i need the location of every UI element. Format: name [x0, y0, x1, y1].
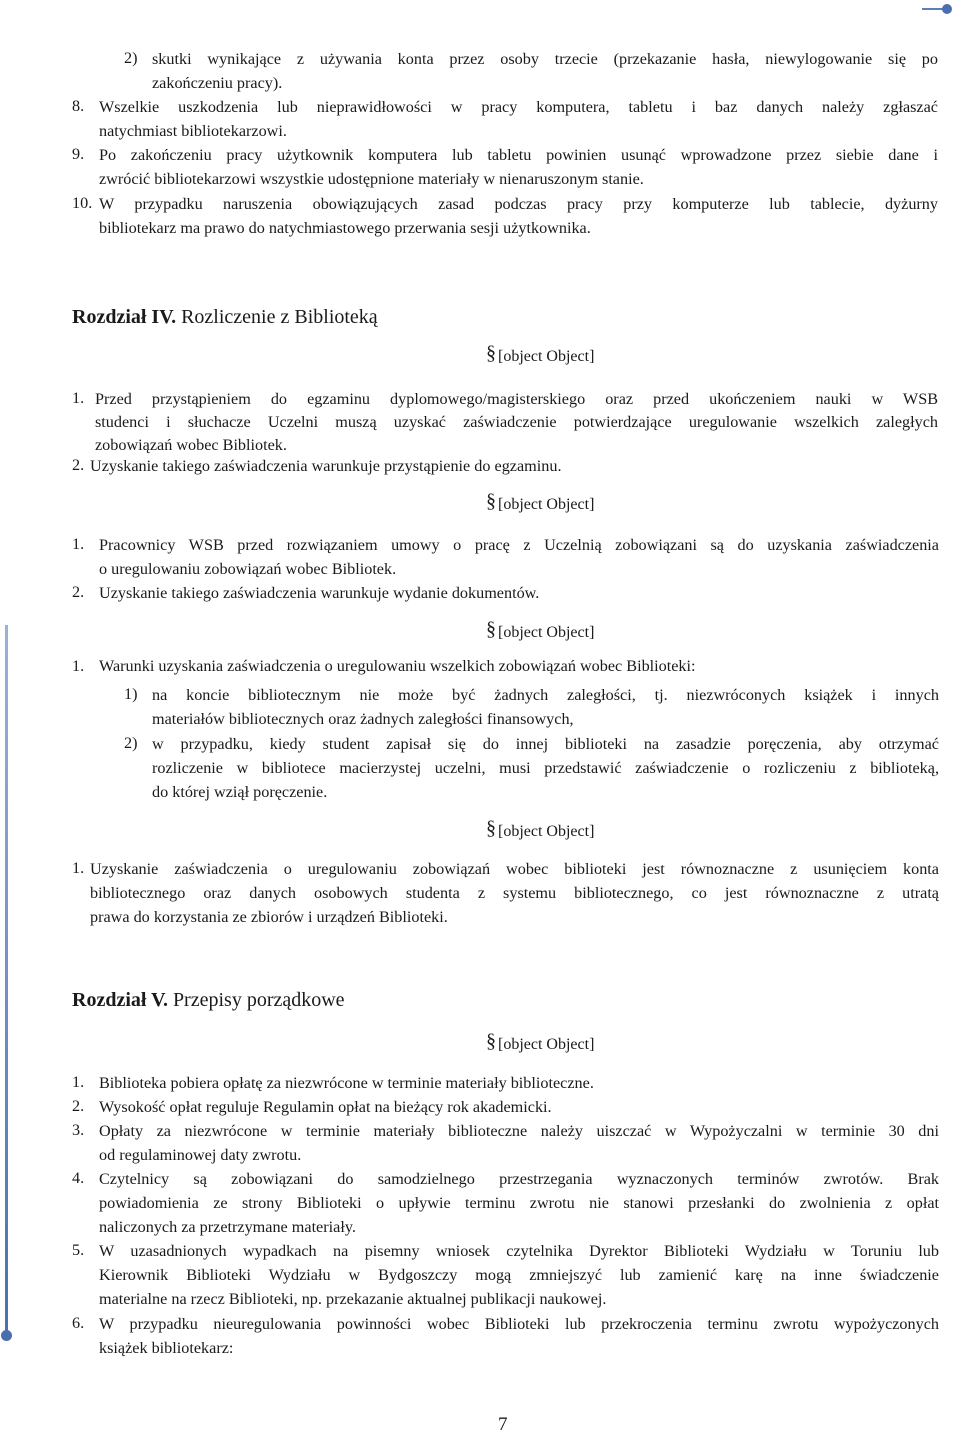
margin-rule	[5, 625, 8, 1337]
list-number: 1.	[72, 535, 85, 553]
list-number: 8.	[72, 97, 85, 115]
paragraph-number: [object Object]	[498, 1036, 595, 1053]
list-text-line: Warunki uzyskania zaświadczenia o uregulowaniu wszelkich zobowiązań wobec Biblioteki:	[99, 657, 696, 675]
chapter-heading	[72, 305, 378, 329]
list-text-line: natychmiast bibliotekarzowi.	[99, 122, 287, 140]
list-number: 6.	[72, 1314, 85, 1332]
list-text-line: Biblioteka pobiera opłatę za niezwrócone w terminie materiały biblioteczne.	[99, 1074, 594, 1092]
list-number: 1.	[72, 389, 85, 407]
list-number: 9.	[72, 145, 85, 163]
list-text-line: Uzyskanie takiego zaświadczenia warunkuje wydanie dokumentów.	[99, 584, 540, 602]
list-text-line: studenci i słuchacze Uczelni muszą uzyskać zaświadczenie potwierdzające uregulowanie wszelkich zaległych	[95, 413, 938, 431]
paragraph-number: [object Object]	[498, 624, 595, 641]
list-number: 2)	[124, 734, 138, 752]
paragraph-symbol: §	[486, 490, 496, 512]
list-number: 5.	[72, 1241, 85, 1259]
chapter-heading	[72, 988, 345, 1012]
list-text-line: Uzyskanie takiego zaświadczenia warunkuje przystąpienie do egzaminu.	[90, 457, 562, 475]
list-text-line: zwrócić bibliotekarzowi wszystkie udostępnione materiały w nienaruszonym stanie.	[99, 170, 644, 188]
paragraph-symbol: §	[486, 342, 496, 364]
list-text-line: materiałów bibliotecznych oraz żadnych zaległości finansowych,	[152, 710, 574, 728]
list-text-line: prawa do korzystania ze zbiorów i urządzeń Biblioteki.	[90, 908, 448, 926]
list-text-line: zobowiązań wobec Bibliotek.	[95, 436, 287, 454]
list-number: 2)	[124, 49, 138, 67]
margin-rule-dot	[1, 1330, 12, 1341]
list-text-line: skutki wynikające z używania konta przez osoby trzecie (przekazanie hasła, niewylogowanie się po	[152, 50, 938, 68]
paragraph-number: [object Object]	[498, 496, 595, 513]
list-text-line: bibliotecznego oraz danych osobowych studenta z systemu bibliotecznego, co jest równoznaczne z utratą	[90, 884, 939, 902]
list-text-line: W uzasadnionych wypadkach na pisemny wniosek czytelnika Dyrektor Biblioteki Wydziału w Toruniu lub	[99, 1242, 939, 1260]
list-number: 1.	[72, 1073, 85, 1091]
paragraph-heading	[486, 817, 595, 846]
list-text-line: o uregulowaniu zobowiązań wobec Bibliotek.	[99, 560, 397, 578]
list-text-line: Czytelnicy są zobowiązani do samodzielnego przestrzegania wyznaczonych terminów zwrotów. Brak	[99, 1170, 939, 1188]
list-number: 1)	[124, 685, 138, 703]
paragraph-heading	[486, 490, 595, 519]
list-number: 2.	[72, 456, 85, 474]
list-text-line: powiadomienia ze strony Biblioteki o upływie terminu zwrotu nie stanowi przesłanki do zwolnienia z opłat	[99, 1194, 939, 1212]
list-number: 3.	[72, 1121, 85, 1139]
list-text-line: Przed przystąpieniem do egzaminu dyplomowego/magisterskiego oraz przed ukończeniem nauki w WSB	[95, 390, 938, 408]
list-number: 2.	[72, 583, 85, 601]
list-text-line: W przypadku naruszenia obowiązujących zasad podczas pracy przy komputerze lub tablecie, dyżurny	[99, 195, 938, 213]
list-text-line: na koncie bibliotecznym nie może być żadnych zaległości, tj. niezwróconych książek i innych	[152, 686, 939, 704]
chapter-title: Przepisy porządkowe	[167, 989, 345, 1011]
paragraph-number: [object Object]	[498, 823, 595, 840]
list-number: 1.	[72, 657, 85, 675]
paragraph-heading	[486, 342, 595, 371]
list-text-line: w przypadku, kiedy student zapisał się do innej biblioteki na zasadzie poręczenia, aby otrzymać	[152, 735, 939, 753]
list-number: 10.	[72, 194, 93, 212]
paragraph-heading	[486, 618, 595, 647]
list-text-line: rozliczenie w bibliotece macierzystej uczelni, musi przedstawić zaświadczenie o rozliczeniu z biblioteką,	[152, 759, 939, 777]
chapter-label: Rozdział IV.	[72, 306, 177, 328]
list-text-line: W przypadku nieuregulowania powinności wobec Biblioteki lub przekroczenia terminu zwrotu wypożyczonych	[99, 1315, 939, 1333]
list-text-line: naliczonych za przetrzymane materiały.	[99, 1218, 356, 1236]
list-text-line: Pracownicy WSB przed rozwiązaniem umowy o pracę z Uczelnią zobowiązani są do uzyskania zaświadczenia	[99, 536, 939, 554]
paragraph-symbol: §	[486, 618, 496, 640]
list-text-line: od regulaminowej daty zwrotu.	[99, 1146, 302, 1164]
list-number: 1.	[72, 859, 85, 877]
list-text-line: Opłaty za niezwrócone w terminie materiały biblioteczne należy uiszczać w Wypożyczalni w terminie 30 dni	[99, 1122, 939, 1140]
chapter-title: Rozliczenie z Biblioteką	[176, 306, 378, 328]
paragraph-symbol: §	[486, 817, 496, 839]
page-number: 7	[498, 1414, 508, 1435]
list-text-line: bibliotekarz ma prawo do natychmiastowego przerwania sesji użytkownika.	[99, 219, 591, 237]
header-rule-dot	[942, 4, 952, 14]
list-number: 4.	[72, 1169, 85, 1187]
paragraph-heading	[486, 1030, 595, 1059]
list-text-line: materialne na rzecz Biblioteki, np. przekazanie aktualnej publikacji naukowej.	[99, 1290, 607, 1308]
chapter-label: Rozdział V.	[72, 989, 168, 1011]
paragraph-number: [object Object]	[498, 348, 595, 365]
list-text-line: Kierownik Biblioteki Wydziału w Bydgoszczy mogą zmniejszyć lub zamienić karę na inne świadczenie	[99, 1266, 939, 1284]
paragraph-symbol: §	[486, 1030, 496, 1052]
list-number: 2.	[72, 1097, 85, 1115]
list-text-line: Wszelkie uszkodzenia lub nieprawidłowości w pracy komputera, tabletu i baz danych należy zgłaszać	[99, 98, 938, 116]
list-text-line: Wysokość opłat reguluje Regulamin opłat na bieżący rok akademicki.	[99, 1098, 552, 1116]
list-text-line: do której wziął poręczenie.	[152, 783, 328, 801]
list-text-line: książek bibliotekarz:	[99, 1339, 234, 1357]
list-text-line: Po zakończeniu pracy użytkownik komputera lub tabletu powinien usunąć wprowadzone przez siebie dane i	[99, 146, 938, 164]
list-text-line: zakończeniu pracy).	[152, 74, 283, 92]
list-text-line: Uzyskanie zaświadczenia o uregulowaniu zobowiązań wobec biblioteki jest równoznaczne z usunięciem konta	[90, 860, 939, 878]
